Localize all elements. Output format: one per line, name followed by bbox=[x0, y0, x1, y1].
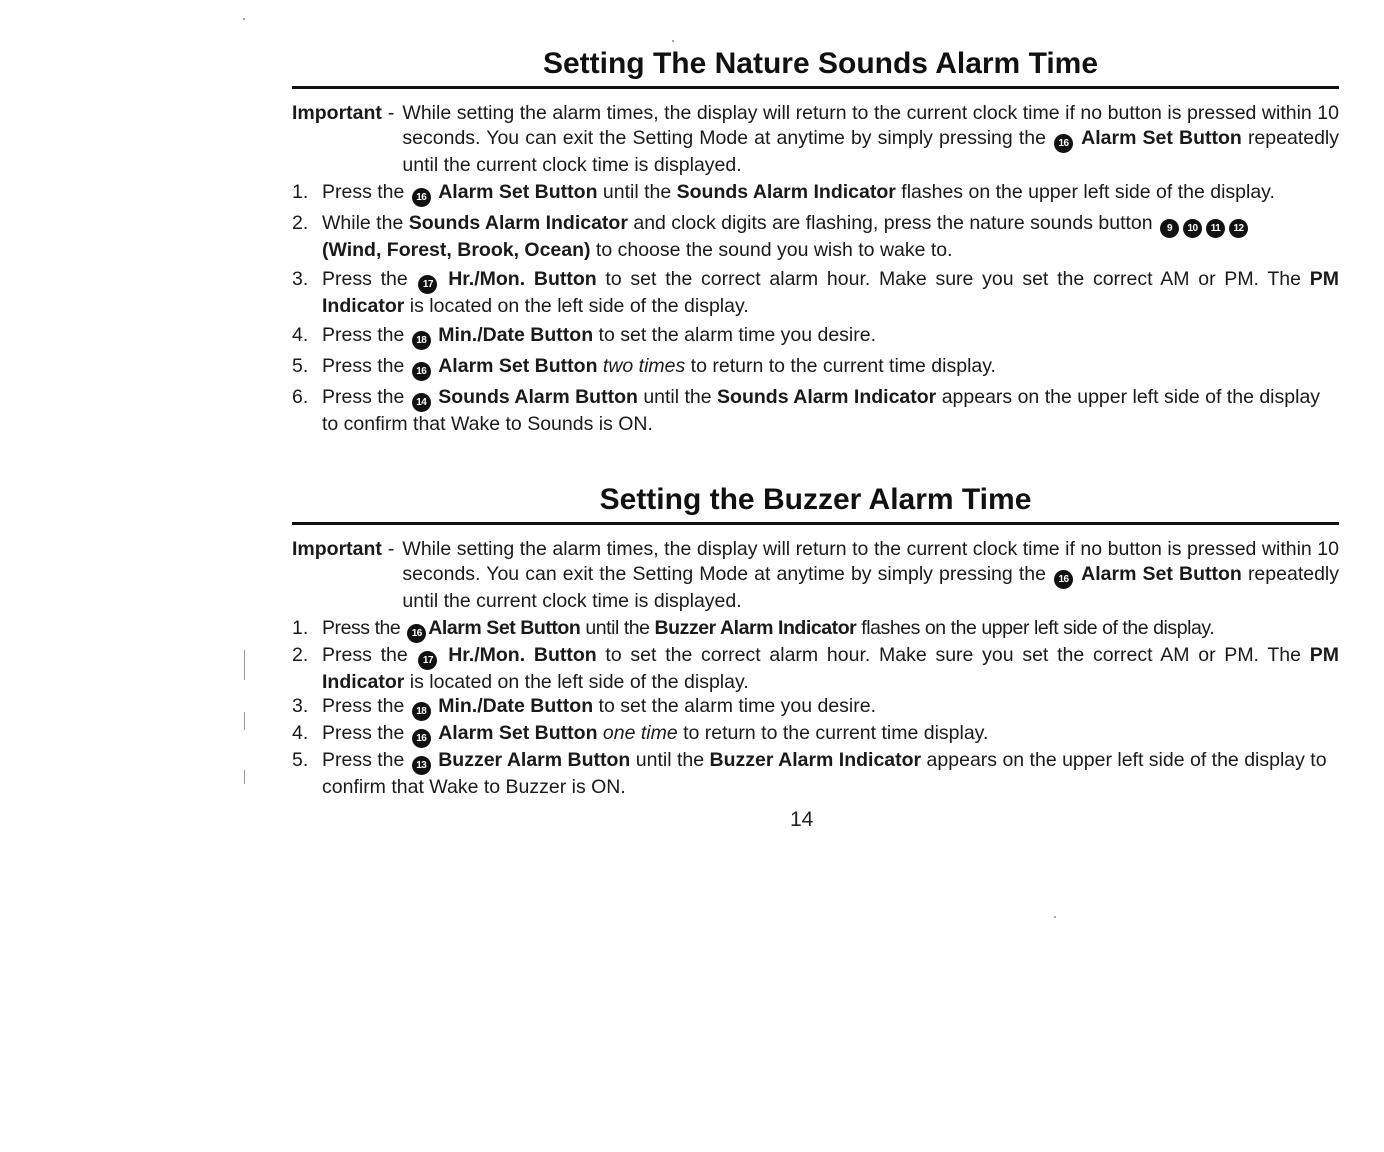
step-number: 1. bbox=[292, 181, 309, 203]
step-text bbox=[322, 694, 1339, 721]
step-bold: Hr./Mon. Button bbox=[448, 644, 597, 666]
page-number: 14 bbox=[790, 808, 814, 831]
step-text bbox=[322, 721, 1339, 748]
forest-button-icon: 10 bbox=[1183, 219, 1202, 238]
step-bold: Sounds Alarm Indicator bbox=[408, 212, 628, 234]
step-number: 3. bbox=[292, 268, 309, 290]
important-text-2: repeatedly until the current clock time is displayed. bbox=[402, 562, 1340, 612]
step-bold: Alarm Set Button bbox=[438, 181, 598, 203]
step-number: 2. bbox=[292, 644, 309, 666]
step-bold: Sounds Alarm Button bbox=[438, 386, 638, 408]
step-text bbox=[322, 180, 1339, 207]
list-item bbox=[292, 323, 1339, 350]
important-text bbox=[402, 101, 1339, 177]
list-item bbox=[292, 721, 1339, 748]
min-date-button-icon: 18 bbox=[412, 331, 431, 350]
step-text-part: until the bbox=[580, 617, 655, 639]
important-note bbox=[292, 537, 1339, 613]
list-item bbox=[292, 616, 1339, 643]
list-item bbox=[292, 385, 1339, 437]
step-text-part: flashes on the upper left side of the display. bbox=[856, 617, 1215, 639]
step-text bbox=[322, 211, 1339, 263]
section-title: Setting The Nature Sounds Alarm Time bbox=[542, 47, 1099, 80]
step-text-part: Press the bbox=[322, 722, 410, 745]
step-number: 6. bbox=[292, 386, 309, 408]
step-bold: Sounds Alarm Indicator bbox=[717, 386, 937, 408]
step-bold: (Wind, Forest, Brook, Ocean) bbox=[322, 239, 591, 261]
step-text-part: flashes on the upper left side of the display. bbox=[895, 181, 1275, 203]
important-dash: - bbox=[387, 538, 395, 560]
step-bold: Buzzer Alarm Indicator bbox=[654, 617, 857, 639]
margin-mark bbox=[244, 712, 245, 730]
scan-speck bbox=[243, 18, 245, 20]
step-text-part: Press the bbox=[322, 324, 410, 346]
list-item bbox=[292, 180, 1339, 207]
step-italic: two times bbox=[602, 355, 686, 377]
important-dash: - bbox=[387, 102, 395, 124]
step-bold: Buzzer Alarm Indicator bbox=[709, 749, 922, 772]
step-text-part: Press the bbox=[322, 644, 417, 666]
step-bold: Sounds Alarm Indicator bbox=[676, 181, 896, 203]
list-item bbox=[292, 694, 1339, 721]
min-date-button-icon: 18 bbox=[412, 702, 431, 721]
sounds-alarm-button-icon: 14 bbox=[412, 393, 431, 412]
alarm-set-button-icon: 16 bbox=[1054, 134, 1073, 153]
step-bold: Min./Date Button bbox=[438, 324, 594, 346]
list-item bbox=[292, 267, 1339, 319]
buzzer-alarm-button-icon: 13 bbox=[412, 756, 431, 775]
step-text-part: to return to the current time display. bbox=[677, 722, 989, 745]
step-text-part: appears on the upper left side of the display to confirm that Wake to Sounds is ON. bbox=[322, 386, 1321, 435]
step-text-part: is located on the left side of the display. bbox=[404, 671, 749, 693]
step-text-part: to choose the sound you wish to wake to. bbox=[590, 239, 953, 261]
margin-mark bbox=[244, 650, 245, 680]
step-text-part: Press the bbox=[322, 181, 410, 203]
step-text-part: until the bbox=[597, 181, 677, 203]
step-number: 5. bbox=[292, 355, 309, 377]
step-text bbox=[322, 616, 1339, 643]
important-label: Important bbox=[292, 102, 382, 124]
step-text-part: Press the bbox=[322, 355, 410, 377]
steps-list bbox=[292, 616, 1339, 799]
step-text-part: to set the alarm time you desire. bbox=[593, 324, 876, 346]
step-text-part: and clock digits are flashing, press the nature sounds button bbox=[627, 212, 1159, 234]
scan-speck bbox=[1054, 916, 1056, 918]
step-text-part: to set the correct alarm hour. Make sure you set the correct AM or PM. The bbox=[596, 644, 1310, 666]
alarm-set-button-icon: 16 bbox=[412, 188, 431, 207]
step-text-part: is located on the left side of the display. bbox=[404, 295, 749, 317]
important-text bbox=[402, 537, 1339, 613]
list-item bbox=[292, 211, 1339, 263]
step-text bbox=[322, 267, 1339, 319]
important-text-2: repeatedly until the current clock time is displayed. bbox=[402, 126, 1340, 176]
step-bold: Alarm Set Button bbox=[438, 722, 598, 745]
list-item bbox=[292, 354, 1339, 381]
step-number: 1. bbox=[292, 617, 309, 639]
step-text bbox=[322, 323, 1339, 350]
step-italic: one time bbox=[602, 722, 678, 745]
step-number: 4. bbox=[292, 324, 309, 346]
step-number: 5. bbox=[292, 749, 309, 772]
important-text-1: While setting the alarm times, the display will return to the current clock time if no button is pressed within 10 seconds. You can exit the Setting Mode at anytime by simply pressing the bbox=[402, 538, 1339, 585]
step-text bbox=[322, 354, 1339, 381]
alarm-set-button-icon: 16 bbox=[412, 729, 431, 748]
step-text-part: until the bbox=[637, 386, 718, 408]
important-label: Important bbox=[292, 538, 382, 560]
nature-sounds-section bbox=[292, 44, 1339, 441]
title-rule bbox=[292, 522, 1339, 525]
list-item bbox=[292, 643, 1339, 694]
nature-sound-buttons-icons bbox=[1158, 212, 1250, 234]
step-bold: Hr./Mon. Button bbox=[448, 268, 597, 290]
step-text-part: Press the bbox=[322, 386, 410, 408]
step-bold: Buzzer Alarm Button bbox=[438, 749, 631, 772]
step-text-part: Press the bbox=[322, 749, 410, 772]
alarm-set-button-icon: 16 bbox=[1054, 570, 1073, 589]
step-text-part: While the bbox=[322, 212, 409, 234]
alarm-set-button-icon: 16 bbox=[407, 624, 426, 643]
step-text-part: until the bbox=[630, 749, 710, 772]
step-text-part: Press the bbox=[322, 268, 417, 290]
ocean-button-icon: 12 bbox=[1229, 219, 1248, 238]
buzzer-alarm-section bbox=[292, 480, 1339, 799]
step-number: 3. bbox=[292, 695, 309, 718]
scan-speck bbox=[672, 40, 674, 42]
step-text-part: appears on the upper left side of the display to confirm that Wake to Buzzer is ON. bbox=[322, 749, 1327, 799]
step-text-part: to return to the current time display. bbox=[685, 355, 996, 377]
step-bold: Min./Date Button bbox=[438, 695, 594, 718]
step-text-part: to set the alarm time you desire. bbox=[593, 695, 876, 718]
step-text-part: Press the bbox=[322, 617, 406, 639]
step-text bbox=[322, 385, 1339, 437]
brook-button-icon: 11 bbox=[1206, 219, 1225, 238]
step-number: 2. bbox=[292, 212, 309, 234]
steps-list bbox=[292, 180, 1339, 437]
section-title: Setting the Buzzer Alarm Time bbox=[599, 483, 1032, 516]
step-bold: PM Indicator bbox=[322, 268, 1339, 317]
step-number: 4. bbox=[292, 722, 309, 745]
step-bold: Alarm Set Button bbox=[438, 355, 598, 377]
important-text-1: While setting the alarm times, the display will return to the current clock time if no button is pressed within 10 seconds. You can exit the Setting Mode at anytime by simply pressing the bbox=[402, 102, 1339, 149]
step-text bbox=[322, 643, 1339, 694]
step-text-part: Press the bbox=[322, 695, 410, 718]
margin-mark bbox=[244, 770, 245, 784]
list-item bbox=[292, 748, 1339, 799]
step-text-part: to set the correct alarm hour. Make sure you set the correct AM or PM. The bbox=[596, 268, 1310, 290]
step-text bbox=[322, 748, 1339, 799]
title-rule bbox=[292, 86, 1339, 89]
important-bold: Alarm Set Button bbox=[1081, 562, 1242, 585]
hr-mon-button-icon: 17 bbox=[418, 275, 437, 294]
step-bold: PM Indicator bbox=[322, 644, 1339, 693]
important-bold: Alarm Set Button bbox=[1081, 126, 1242, 149]
wind-button-icon: 9 bbox=[1160, 219, 1179, 238]
hr-mon-button-icon: 17 bbox=[418, 651, 437, 670]
step-bold: Alarm Set Button bbox=[428, 617, 581, 639]
alarm-set-button-icon: 16 bbox=[412, 362, 431, 381]
important-note bbox=[292, 101, 1339, 177]
